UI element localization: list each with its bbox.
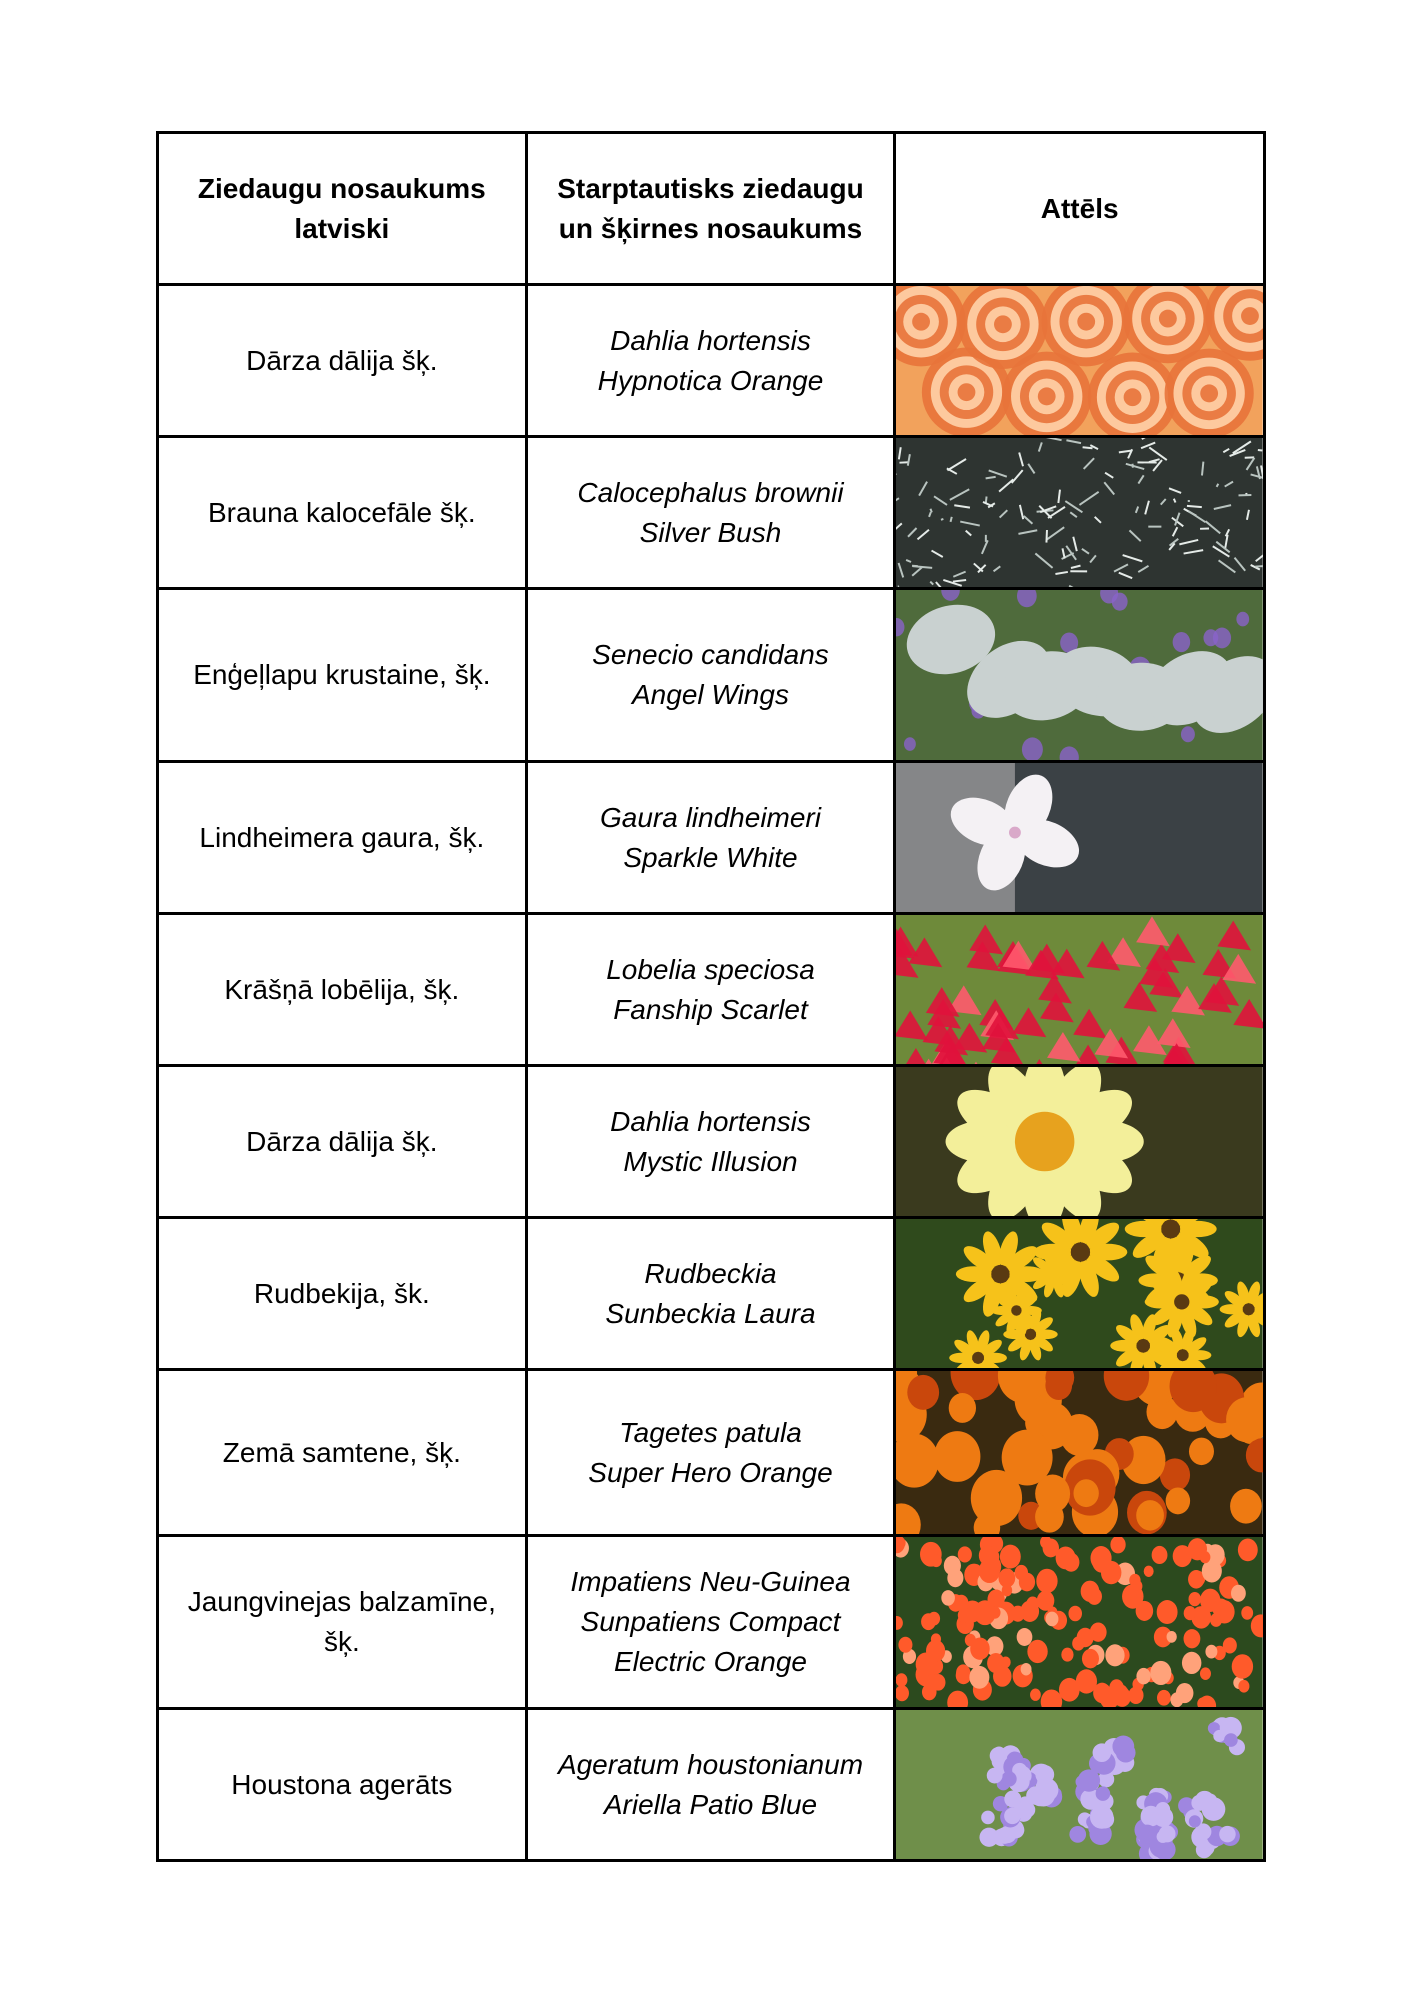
international-name-line: Calocephalus brownii: [577, 476, 844, 508]
international-name-cell: [526, 1370, 895, 1536]
header-image: Attēls: [895, 133, 1265, 285]
table-row: [158, 1218, 1265, 1370]
impatiens-photo: [896, 1537, 1263, 1707]
angel-wings-photo: [896, 590, 1263, 760]
international-name-cell: [526, 285, 895, 437]
latvian-name-cell: Jaungvinejas balzamīne, šķ.: [158, 1536, 527, 1709]
flower-photo: [896, 1067, 1263, 1216]
table-body: [158, 285, 1265, 1861]
international-name-line: Electric Orange: [614, 1646, 807, 1677]
table-row: [158, 1066, 1265, 1218]
international-name-line: Hypnotica Orange: [597, 364, 824, 396]
silver-bush-photo: [896, 438, 1263, 587]
marigold-photo: [896, 1371, 1263, 1534]
international-name-cell: [526, 1709, 895, 1861]
flower-image-cell: [895, 1218, 1265, 1370]
flower-image-cell: [895, 914, 1265, 1066]
latvian-name-cell: Zemā samtene, šķ.: [158, 1370, 527, 1536]
latvian-name-cell: Enģeļlapu krustaine, šķ.: [158, 589, 527, 762]
international-name-cell: [526, 762, 895, 914]
flower-photo: [896, 1371, 1263, 1534]
gaura-white-photo: [896, 763, 1263, 912]
flower-table: [156, 131, 1266, 1862]
table-row: [158, 285, 1265, 437]
flower-photo: [896, 438, 1263, 587]
dahlia-yellow-photo: [896, 1067, 1263, 1216]
international-name-line: Mystic Illusion: [623, 1145, 798, 1177]
dahlia-orange-photo: [896, 286, 1263, 435]
international-name-cell: [526, 1218, 895, 1370]
lobelia-red-photo: [896, 915, 1263, 1064]
flower-photo: [896, 763, 1263, 912]
international-name-line: Rudbeckia: [644, 1257, 777, 1289]
table-row: [158, 1709, 1265, 1861]
table-row: [158, 437, 1265, 589]
international-name-cell: [526, 437, 895, 589]
flower-image-cell: [895, 1536, 1265, 1709]
rudbeckia-photo: [896, 1219, 1263, 1368]
flower-photo: [896, 590, 1263, 760]
international-name-line: Dahlia hortensis: [610, 1105, 811, 1137]
flower-photo: [896, 1537, 1263, 1707]
flower-photo: [896, 1219, 1263, 1368]
ageratum-photo: [896, 1710, 1263, 1859]
international-name-line: Sunpatiens Compact: [580, 1606, 841, 1637]
latvian-name-cell: Lindheimera gaura, šķ.: [158, 762, 527, 914]
flower-image-cell: [895, 1370, 1265, 1536]
international-name-line: Ariella Patio Blue: [603, 1788, 818, 1820]
table-row: [158, 914, 1265, 1066]
international-name-line: Fanship Scarlet: [613, 993, 808, 1025]
international-name-line: Sunbeckia Laura: [605, 1297, 816, 1329]
international-name-line: Lobelia speciosa: [606, 953, 815, 985]
international-name-line: Silver Bush: [639, 516, 782, 548]
international-name-cell: [526, 914, 895, 1066]
international-name-line: Ageratum houstonianum: [557, 1748, 864, 1780]
flower-photo: [896, 286, 1263, 435]
international-name-cell: [526, 1536, 895, 1709]
latvian-name-cell: Rudbekija, šk.: [158, 1218, 527, 1370]
table-row: [158, 589, 1265, 762]
international-name-line: Senecio candidans: [592, 639, 829, 670]
flower-image-cell: [895, 589, 1265, 762]
flower-photo: [896, 1710, 1263, 1859]
international-name-cell: [526, 589, 895, 762]
latvian-name-cell: Krāšņā lobēlija, šķ.: [158, 914, 527, 1066]
flower-image-cell: [895, 285, 1265, 437]
header-row: [158, 133, 1265, 285]
international-name-line: Angel Wings: [632, 679, 789, 710]
flower-image-cell: [895, 437, 1265, 589]
header-latvian-name: Ziedaugu nosaukums latviski: [158, 133, 527, 285]
international-name-line: Gaura lindheimeri: [599, 801, 821, 833]
flower-photo: [896, 915, 1263, 1064]
table-row: [158, 1536, 1265, 1709]
international-name-line: Tagetes patula: [619, 1416, 802, 1448]
international-name-cell: [526, 1066, 895, 1218]
international-name-line: Dahlia hortensis: [610, 324, 811, 356]
international-name-line: Impatiens Neu-Guinea: [570, 1566, 851, 1597]
international-name-line: Sparkle White: [623, 841, 798, 873]
table-row: [158, 762, 1265, 914]
flower-image-cell: [895, 1066, 1265, 1218]
latvian-name-cell: Dārza dālija šķ.: [158, 1066, 527, 1218]
flower-image-cell: [895, 1709, 1265, 1861]
international-name-line: Super Hero Orange: [588, 1456, 833, 1488]
header-international-name: Starptautisks ziedaugu un šķirnes nosaukums: [526, 133, 895, 285]
latvian-name-cell: Dārza dālija šķ.: [158, 285, 527, 437]
flower-image-cell: [895, 762, 1265, 914]
table-row: [158, 1370, 1265, 1536]
latvian-name-cell: Brauna kalocefāle šķ.: [158, 437, 527, 589]
latvian-name-cell: Houstona agerāts: [158, 1709, 527, 1861]
